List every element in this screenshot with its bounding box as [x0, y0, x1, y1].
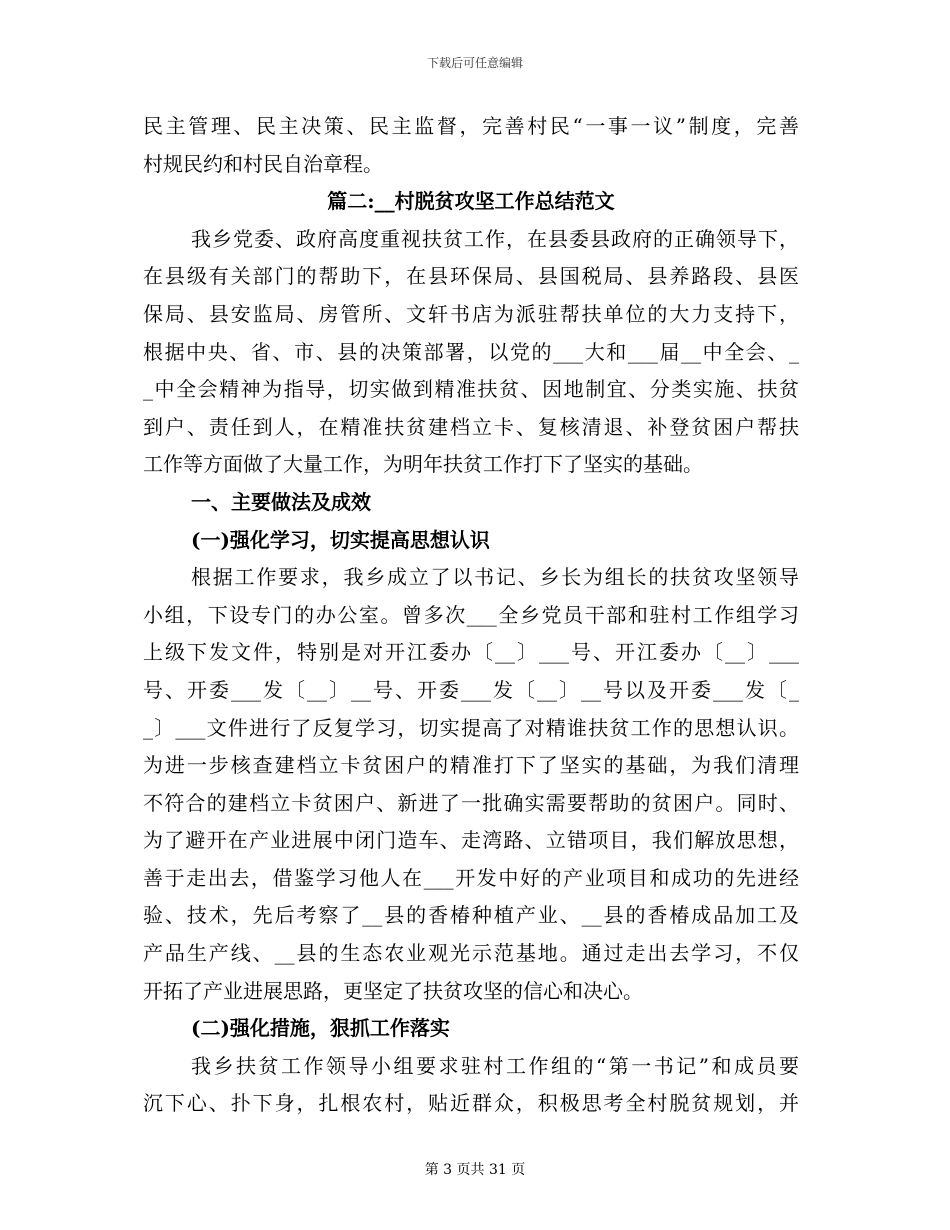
heading-level-2: (二)强化措施，狠抓工作落实: [191, 1016, 450, 1041]
text-line: 产品生产线、__县的生态农业观光示范基地。通过走出去学习，不仅: [143, 941, 799, 966]
text-line: 沉下心、扑下身，扎根农村，贴近群众，积极思考全村脱贫规划，并: [143, 1091, 799, 1116]
document-body: [143, 108, 799, 1123]
text-line: _中全会精神为指导，切实做到精准扶贫、因地制宜、分类实施、扶贫: [143, 377, 799, 402]
heading-level-1: 一、主要做法及成效: [191, 489, 371, 514]
text-line: 在县级有关部门的帮助下，在县环保局、县国税局、县养路段、县医: [143, 264, 799, 289]
paragraph-first-line: 根据工作要求，我乡成立了以书记、乡长为组长的扶贫攻坚领导: [191, 565, 799, 590]
text-line: 村规民约和村民自治章程。: [143, 151, 383, 176]
text-line: 为了避开在产业进展中闭门造车、走湾路、立错项目，我们解放思想，: [143, 828, 799, 853]
page-header-note: 下载后可任意编辑: [426, 56, 523, 70]
section-title: 篇二:__村脱贫攻坚工作总结范文: [327, 189, 615, 214]
page-footer: 第 3 页共 31 页: [424, 1162, 526, 1178]
text-line: 小组，下设专门的办公室。曾多次___全乡党员干部和驻村工作组学习: [143, 602, 799, 627]
heading-level-2: (一)强化学习，切实提高思想认识: [191, 527, 490, 552]
text-line: 工作等方面做了大量工作，为明年扶贫工作打下了坚实的基础。: [143, 452, 703, 477]
text-line: 上级下发文件，特别是对开江委办〔__〕___号、开江委办〔__〕___: [143, 640, 799, 665]
text-line: _〕___文件进行了反复学习，切实提高了对精谁扶贫工作的思想认识。: [143, 715, 799, 740]
text-line: 为进一步核查建档立卡贫困户的精准打下了坚实的基础，为我们清理: [143, 753, 799, 778]
text-line: 号、开委___发〔__〕__号、开委___发〔__〕__号以及开委___发〔_: [143, 677, 799, 702]
text-line: 保局、县安监局、房管所、文轩书店为派驻帮扶单位的大力支持下，: [143, 301, 799, 326]
text-line: 验、技术，先后考察了__县的香椿种植产业、__县的香椿成品加工及: [143, 903, 799, 928]
text-line: 根据中央、省、市、县的决策部署，以党的___大和___届__中全会、_: [143, 339, 799, 364]
text-line: 到户、责任到人，在精准扶贫建档立卡、复核清退、补登贫困户帮扶: [143, 414, 799, 439]
text-line: 不符合的建档立卡贫困户、新进了一批确实需要帮助的贫困户。同时、: [143, 790, 799, 815]
text-line: 开拓了产业进展思路，更坚定了扶贫攻坚的信心和决心。: [143, 978, 643, 1003]
text-line: 善于走出去，借鉴学习他人在___开发中好的产业项目和成功的先进经: [143, 865, 799, 890]
paragraph-first-line: 我乡党委、政府高度重视扶贫工作，在县委县政府的正确领导下，: [191, 226, 799, 251]
paragraph-first-line: 我乡扶贫工作领导小组要求驻村工作组的“第一书记”和成员要: [191, 1053, 799, 1078]
text-line: 民主管理、民主决策、民主监督，完善村民“一事一议”制度，完善: [143, 114, 799, 138]
